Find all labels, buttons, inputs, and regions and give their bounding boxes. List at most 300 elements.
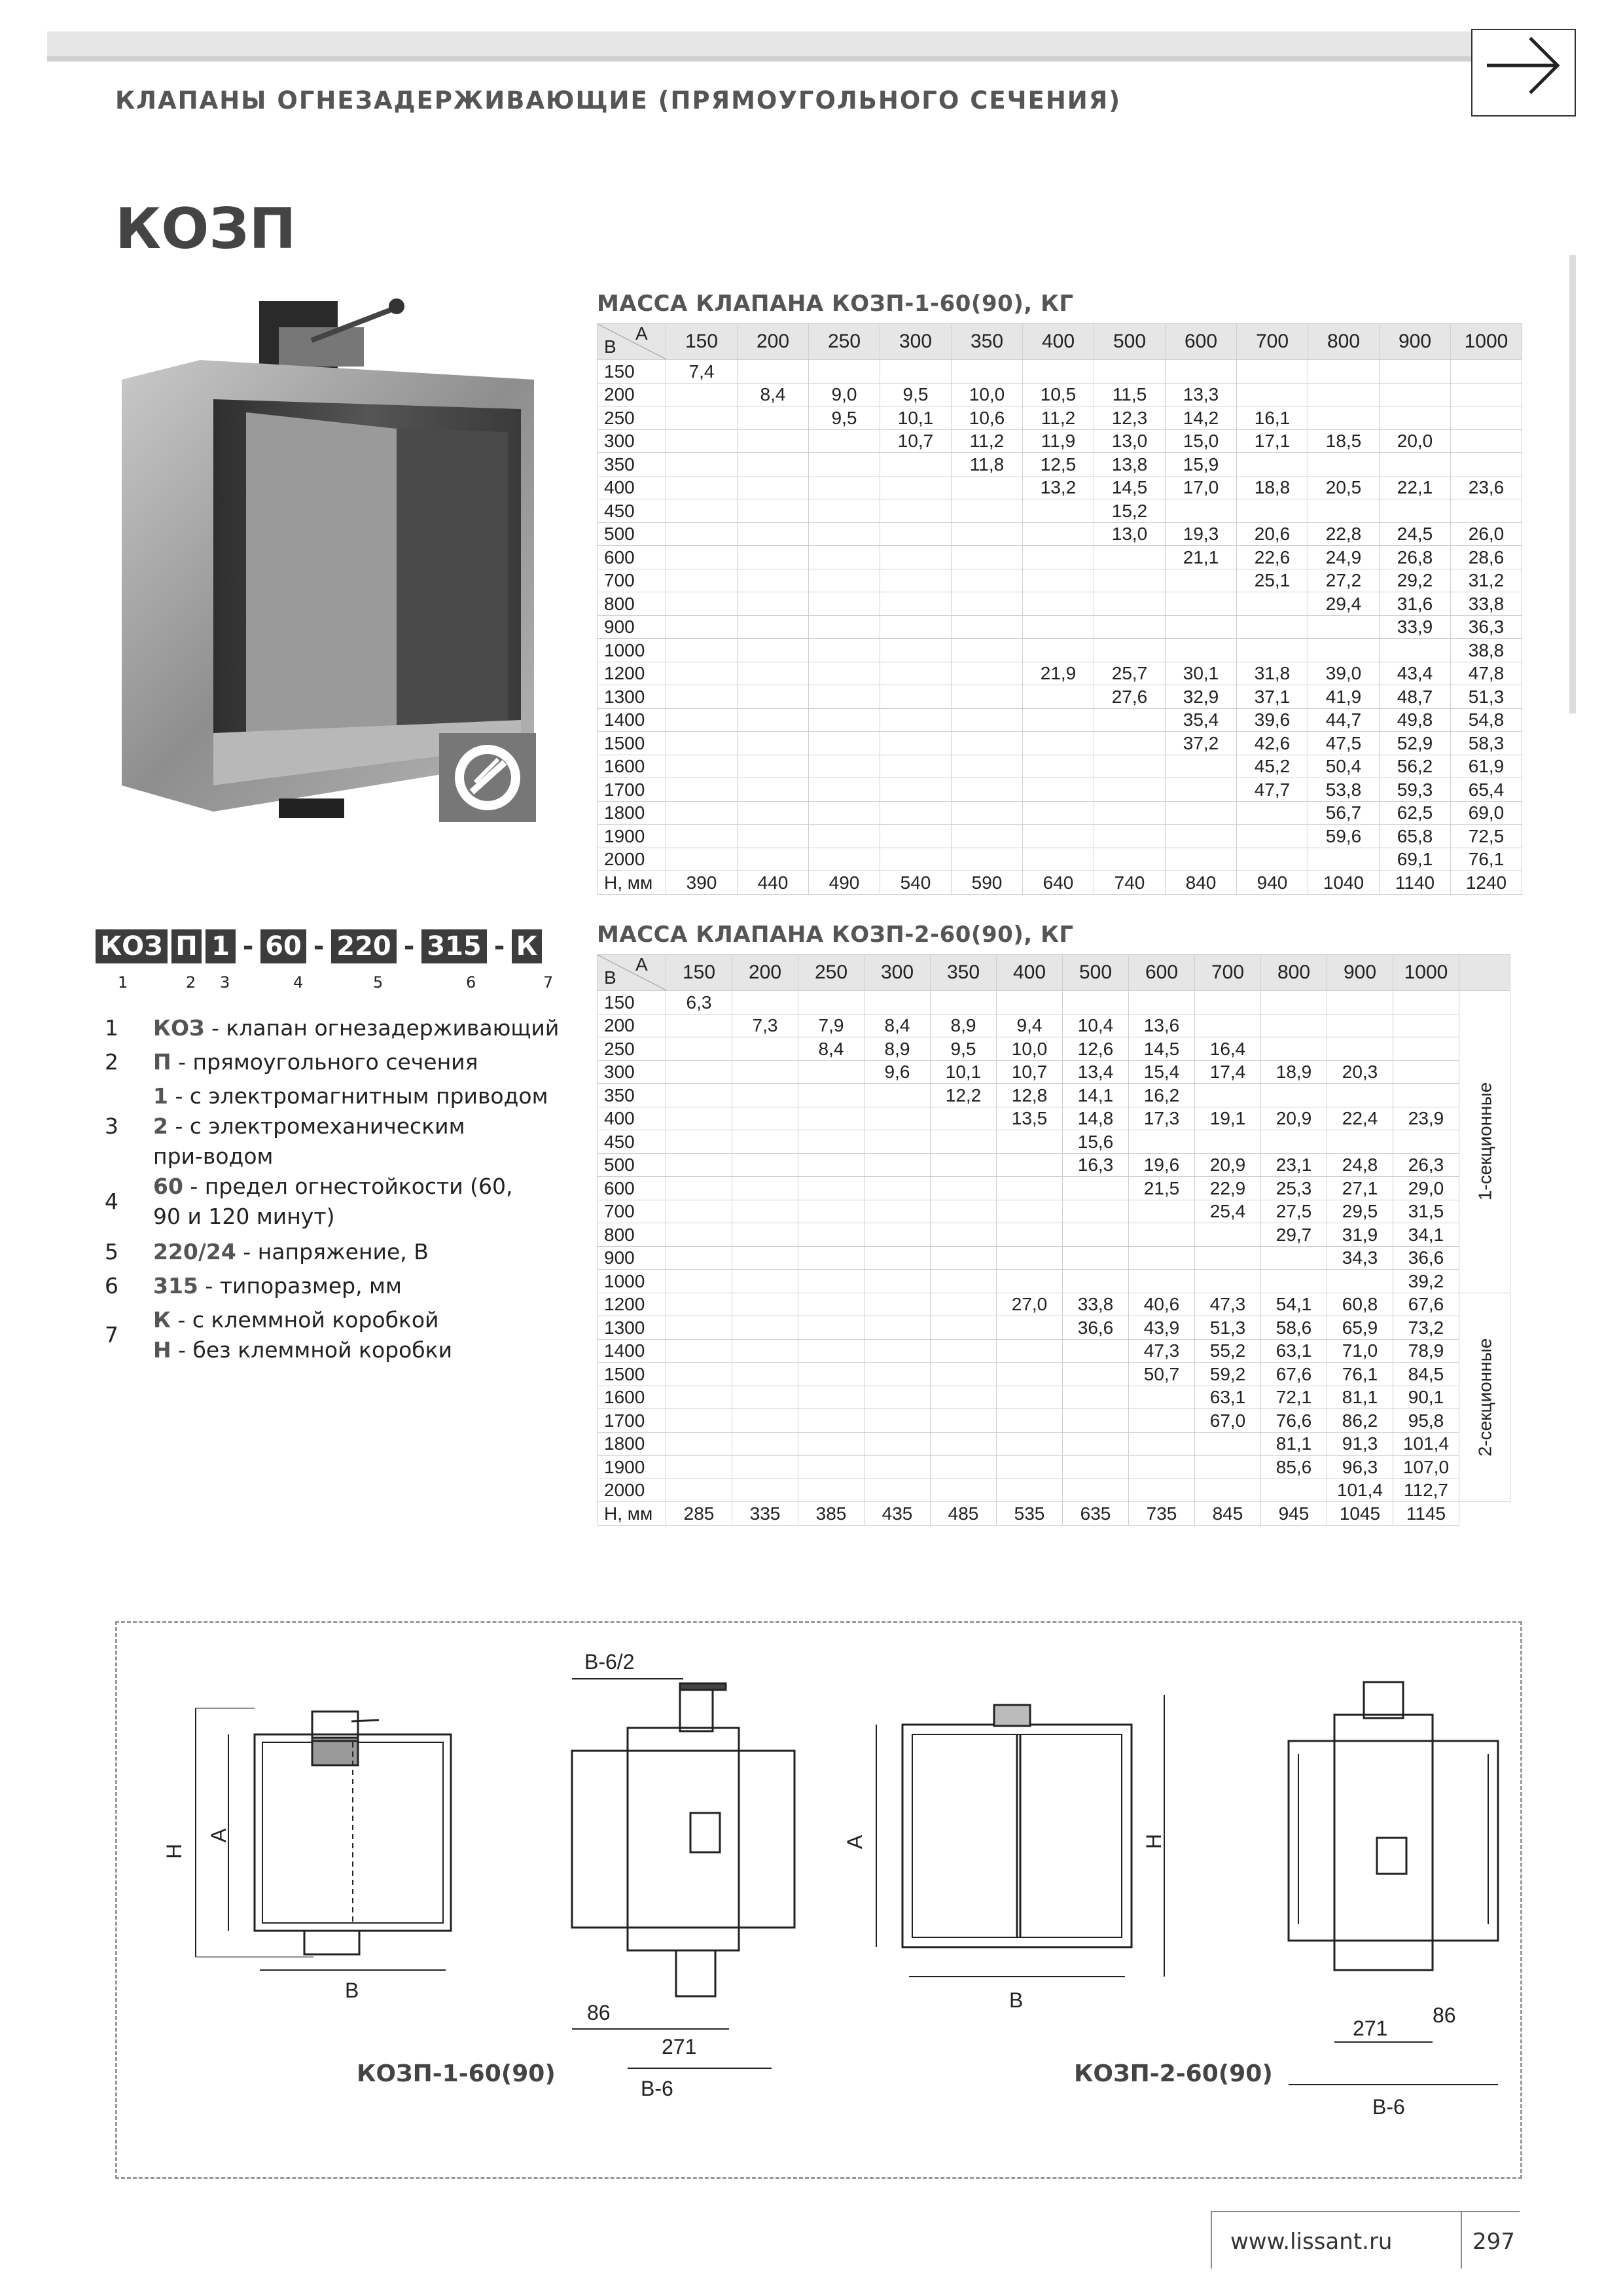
table-row (597, 1200, 1510, 1223)
table-cell: 12,5 (1023, 453, 1094, 476)
height-label: H, мм (597, 1502, 666, 1526)
table-cell (1063, 1223, 1129, 1247)
table-cell (931, 1339, 997, 1363)
table-cell (1094, 569, 1166, 592)
table-cell (865, 1130, 931, 1154)
code-dash: - (493, 931, 505, 961)
legend-key: 315 (153, 1273, 198, 1299)
column-header: 600 (1129, 955, 1195, 991)
table-cell (865, 1107, 931, 1130)
section-text: 2-секционные (1474, 1338, 1495, 1457)
table-row (597, 569, 1522, 592)
table-cell: 20,3 (1327, 1060, 1393, 1084)
table-cell (1129, 1479, 1195, 1502)
section-label-1 (1459, 991, 1510, 1293)
table-cell: 76,1 (1451, 848, 1522, 871)
row-header: 200 (597, 383, 666, 406)
table-cell: 29,2 (1380, 569, 1451, 592)
table-cell (1261, 1084, 1327, 1107)
table-cell: 20,5 (1308, 476, 1380, 499)
table-cell (1166, 801, 1237, 825)
table-cell (931, 1200, 997, 1223)
table-cell (1166, 639, 1237, 662)
table-cell (931, 1223, 997, 1247)
row-header: 1500 (597, 1363, 666, 1386)
table-cell (865, 1316, 931, 1340)
table-cell (666, 546, 738, 569)
dim-h-1: H (162, 1843, 186, 1859)
table-cell (931, 1432, 997, 1456)
code-number: 6 (466, 973, 476, 992)
row-header: 1500 (597, 732, 666, 755)
table-cell: 29,0 (1393, 1177, 1459, 1200)
table-cell: 35,4 (1166, 708, 1237, 732)
legend-text: - типоразмер, мм (198, 1273, 402, 1299)
table-cell (666, 1316, 732, 1340)
table-cell (997, 1316, 1063, 1340)
table-cell (1129, 1200, 1195, 1223)
height-cell: 485 (931, 1502, 997, 1526)
table-cell (798, 1456, 865, 1479)
table-cell (666, 1293, 732, 1316)
table-cell (1308, 360, 1380, 384)
column-header: 500 (1094, 324, 1166, 360)
table-cell (666, 1386, 732, 1409)
table-cell (1063, 1456, 1129, 1479)
height-cell: 940 (1237, 871, 1308, 895)
table-cell: 20,6 (1237, 522, 1308, 546)
table-cell (732, 1409, 798, 1433)
table-cell (666, 406, 738, 430)
table-cell: 13,5 (997, 1107, 1063, 1130)
code-number: 4 (293, 973, 304, 992)
table-cell (809, 662, 880, 685)
table-cell (809, 453, 880, 476)
column-header: 400 (1023, 324, 1094, 360)
table-cell: 65,4 (1451, 778, 1522, 802)
dim-b-2: B (1009, 1988, 1024, 2012)
table-cell (880, 615, 952, 639)
table-cell: 23,1 (1261, 1153, 1327, 1177)
table-cell (1094, 848, 1166, 871)
table-cell (1063, 1479, 1129, 1502)
table-cell (809, 476, 880, 499)
table-cell (1261, 1479, 1327, 1502)
website-link[interactable]: www.lissant.ru (1230, 2229, 1393, 2255)
table-cell: 44,7 (1308, 708, 1380, 732)
table-cell (738, 476, 809, 499)
drawing-label-2: КОЗП-2-60(90) (1074, 2060, 1273, 2087)
table-cell: 17,4 (1195, 1060, 1261, 1084)
table-cell (732, 1479, 798, 1502)
table-cell (1094, 825, 1166, 848)
table-cell: 76,1 (1327, 1363, 1393, 1386)
table-cell (666, 662, 738, 685)
table-cell (809, 429, 880, 453)
row-header: 1000 (597, 639, 666, 662)
table-cell (732, 1363, 798, 1386)
table-cell (732, 1037, 798, 1061)
mass-table-1 (597, 323, 1522, 895)
table-cell: 10,1 (931, 1060, 997, 1084)
table-cell (732, 1107, 798, 1130)
table-cell: 13,8 (1094, 453, 1166, 476)
table-cell: 16,1 (1237, 406, 1308, 430)
code-dash: - (403, 931, 415, 961)
table-cell (931, 1479, 997, 1502)
code-part-voltage: 220 (331, 929, 397, 963)
table-cell (798, 1107, 865, 1130)
table-row (597, 1223, 1510, 1247)
dim-271-1: 271 (662, 2035, 697, 2058)
table-cell (1166, 778, 1237, 802)
height-label: H, мм (597, 871, 666, 895)
drawing-label-1: КОЗП-1-60(90) (357, 2060, 556, 2087)
table-cell: 37,2 (1166, 732, 1237, 755)
table-cell (997, 1386, 1063, 1409)
table-cell (666, 1479, 732, 1502)
table-cell (1195, 1432, 1261, 1456)
table-cell: 36,3 (1451, 615, 1522, 639)
drawing-kozp2-side (1289, 1682, 1498, 2085)
row-header: 1400 (597, 1339, 666, 1363)
table-cell (1308, 406, 1380, 430)
table-cell (880, 825, 952, 848)
height-row (597, 871, 1522, 895)
table-cell (1023, 732, 1094, 755)
code-part-fire: 60 (260, 929, 306, 963)
dim-86-1: 86 (587, 2001, 611, 2024)
table-cell (865, 1223, 931, 1247)
table-cell: 8,9 (865, 1037, 931, 1061)
table-cell (952, 615, 1023, 639)
table-cell (1023, 801, 1094, 825)
table-row (597, 1316, 1510, 1340)
legend-item-7 (105, 1305, 563, 1368)
table-cell: 72,1 (1261, 1386, 1327, 1409)
height-cell: 735 (1129, 1502, 1195, 1526)
legend-item-3 (105, 1081, 563, 1173)
table-cell: 20,0 (1380, 429, 1451, 453)
legend-key: 1 (153, 1083, 168, 1109)
table-cell: 56,2 (1380, 755, 1451, 778)
table-cell (666, 1130, 732, 1154)
column-header: 700 (1237, 324, 1308, 360)
table-cell (997, 1270, 1063, 1293)
table-cell (1451, 453, 1522, 476)
table-cell: 11,2 (952, 429, 1023, 453)
table-cell (931, 1293, 997, 1316)
column-header: 700 (1195, 955, 1261, 991)
table-cell: 17,3 (1129, 1107, 1195, 1130)
table-cell (931, 991, 997, 1014)
table-cell: 12,8 (997, 1084, 1063, 1107)
table-cell (865, 1456, 931, 1479)
table-row (597, 1107, 1510, 1130)
table-cell (1166, 825, 1237, 848)
table-cell (809, 708, 880, 732)
table-cell: 24,8 (1327, 1153, 1393, 1177)
table-cell: 39,6 (1237, 708, 1308, 732)
column-header: 600 (1166, 324, 1237, 360)
column-header: 350 (952, 324, 1023, 360)
table-cell: 41,9 (1308, 685, 1380, 709)
table-cell: 47,7 (1237, 778, 1308, 802)
table-cell (1023, 360, 1094, 384)
product-title: КОЗП (115, 196, 296, 262)
table-cell (952, 662, 1023, 685)
table-cell (809, 615, 880, 639)
table-cell (1129, 1223, 1195, 1247)
table-cell: 13,0 (1094, 429, 1166, 453)
table-cell (732, 991, 798, 1014)
table-cell: 43,4 (1380, 662, 1451, 685)
table-row (597, 1177, 1510, 1200)
table-cell (865, 1363, 931, 1386)
table-cell (1023, 499, 1094, 523)
table-cell (666, 1107, 732, 1130)
table-cell (1129, 1432, 1195, 1456)
table-cell (666, 499, 738, 523)
table-cell (1129, 991, 1195, 1014)
table-cell (1063, 1409, 1129, 1433)
table-cell (666, 1246, 732, 1270)
table-cell (732, 1316, 798, 1340)
table-cell (1094, 360, 1166, 384)
table-cell (997, 1409, 1063, 1433)
height-cell: 435 (865, 1502, 931, 1526)
table-row (597, 383, 1522, 406)
table-cell: 33,9 (1380, 615, 1451, 639)
legend-text: - с электромеханическим при-водом (153, 1113, 465, 1169)
row-header: 600 (597, 1177, 666, 1200)
table-cell (952, 546, 1023, 569)
table-cell (865, 1293, 931, 1316)
table-cell (798, 1363, 865, 1386)
table-cell: 26,8 (1380, 546, 1451, 569)
table-cell (997, 991, 1063, 1014)
table-row (597, 1479, 1510, 1502)
table-cell (738, 592, 809, 616)
legend-text: - предел огнестойкости (60, 90 и 120 минут) (153, 1174, 513, 1229)
table-row (597, 453, 1522, 476)
table-cell (1380, 453, 1451, 476)
table-row (597, 1432, 1510, 1456)
table-cell (931, 1246, 997, 1270)
table-cell: 21,1 (1166, 546, 1237, 569)
table-cell (798, 1060, 865, 1084)
table-cell: 22,9 (1195, 1177, 1261, 1200)
table-cell: 37,1 (1237, 685, 1308, 709)
table-cell (798, 1200, 865, 1223)
table-cell (880, 476, 952, 499)
table-cell (1094, 592, 1166, 616)
table-cell (1308, 639, 1380, 662)
table-cell: 81,1 (1327, 1386, 1393, 1409)
table-row (597, 360, 1522, 384)
table-cell: 31,6 (1380, 592, 1451, 616)
row-header: 1600 (597, 755, 666, 778)
table-cell (1023, 639, 1094, 662)
table-cell (1195, 1084, 1261, 1107)
table-cell (738, 639, 809, 662)
table-row (597, 1409, 1510, 1433)
footer-divider (1211, 2211, 1520, 2212)
table-cell (1380, 383, 1451, 406)
height-cell: 1240 (1451, 871, 1522, 895)
legend-key: Н (153, 1337, 171, 1363)
table-cell (798, 1316, 865, 1340)
row-header: 900 (597, 1246, 666, 1270)
table-cell: 39,2 (1393, 1270, 1459, 1293)
table-cell (1237, 848, 1308, 871)
table-cell: 65,9 (1327, 1316, 1393, 1340)
table-cell (666, 708, 738, 732)
table-cell (1380, 360, 1451, 384)
dim-a-1: A (207, 1828, 230, 1842)
table-cell (738, 615, 809, 639)
table-cell (1237, 383, 1308, 406)
table-cell (732, 1153, 798, 1177)
table-cell (997, 1479, 1063, 1502)
table-cell: 25,3 (1261, 1177, 1327, 1200)
row-header: 1700 (597, 778, 666, 802)
height-cell: 590 (952, 871, 1023, 895)
table-cell (738, 801, 809, 825)
column-header: 800 (1308, 324, 1380, 360)
table-cell (880, 662, 952, 685)
table-cell: 15,2 (1094, 499, 1166, 523)
table-cell: 19,3 (1166, 522, 1237, 546)
table-cell (1063, 1386, 1129, 1409)
table-cell: 20,9 (1261, 1107, 1327, 1130)
table-cell (738, 429, 809, 453)
table-cell (1195, 1479, 1261, 1502)
table-cell: 9,5 (809, 406, 880, 430)
table-cell: 67,6 (1261, 1363, 1327, 1386)
table-cell (865, 1246, 931, 1270)
legend-text: - с электромагнитным приводом (168, 1083, 548, 1109)
table-cell (997, 1130, 1063, 1154)
table-cell: 10,4 (1063, 1014, 1129, 1037)
column-header: 1000 (1451, 324, 1522, 360)
table-row (597, 732, 1522, 755)
table-cell (880, 569, 952, 592)
table-cell (997, 1339, 1063, 1363)
row-header: 1200 (597, 662, 666, 685)
table-cell (666, 1014, 732, 1037)
table-cell (798, 1177, 865, 1200)
code-part-drive: 1 (205, 929, 236, 963)
table-cell (1237, 615, 1308, 639)
legend-text: - с клеммной коробкой (170, 1307, 439, 1333)
table-row (597, 1456, 1510, 1479)
row-header: 1800 (597, 1432, 666, 1456)
table-cell: 24,5 (1380, 522, 1451, 546)
table-cell (1166, 499, 1237, 523)
table-cell (880, 801, 952, 825)
column-header: 500 (1063, 955, 1129, 991)
table-row (597, 499, 1522, 523)
next-page-button[interactable] (1471, 29, 1576, 117)
table-cell: 34,1 (1393, 1223, 1459, 1247)
table-cell (1166, 615, 1237, 639)
table-cell (931, 1153, 997, 1177)
table-cell: 10,7 (880, 429, 952, 453)
table-cell (865, 1177, 931, 1200)
code-part-box: К (512, 929, 542, 963)
table-cell (666, 1084, 732, 1107)
table-cell: 25,4 (1195, 1200, 1261, 1223)
table-cell: 13,4 (1063, 1060, 1129, 1084)
table-cell: 36,6 (1063, 1316, 1129, 1340)
table-cell (1261, 991, 1327, 1014)
table-cell (1237, 499, 1308, 523)
table-cell: 27,5 (1261, 1200, 1327, 1223)
column-header: 150 (666, 324, 738, 360)
table-cell: 45,2 (1237, 755, 1308, 778)
column-header: 1000 (1393, 955, 1459, 991)
table-cell: 31,9 (1327, 1223, 1393, 1247)
table-cell: 11,8 (952, 453, 1023, 476)
scrollbar[interactable] (1569, 255, 1576, 713)
section-spacer (1459, 1502, 1510, 1526)
legend-item-6 (105, 1271, 563, 1301)
table-cell (1327, 991, 1393, 1014)
table-cell: 52,9 (1380, 732, 1451, 755)
height-cell: 390 (666, 871, 738, 895)
table-cell: 10,1 (880, 406, 952, 430)
table-row (597, 1270, 1510, 1293)
row-header: 800 (597, 1223, 666, 1247)
height-cell: 635 (1063, 1502, 1129, 1526)
table-cell (809, 499, 880, 523)
table-cell (1308, 499, 1380, 523)
row-header: 250 (597, 1037, 666, 1061)
table-cell (1094, 639, 1166, 662)
table-corner (597, 324, 666, 360)
table-cell (738, 825, 809, 848)
height-cell: 740 (1094, 871, 1166, 895)
row-header: 350 (597, 453, 666, 476)
table-row (597, 1084, 1510, 1107)
table-cell (666, 732, 738, 755)
table-cell (809, 569, 880, 592)
height-cell: 1045 (1327, 1502, 1393, 1526)
table-cell: 27,0 (997, 1293, 1063, 1316)
table-cell (997, 1153, 1063, 1177)
dim-b6-2: B-6/2 (584, 1650, 635, 1674)
table-row (597, 406, 1522, 430)
table-cell: 21,9 (1023, 662, 1094, 685)
table-cell (666, 476, 738, 499)
table-cell: 8,4 (798, 1037, 865, 1061)
table-cell: 27,1 (1327, 1177, 1393, 1200)
legend-text: - напряжение, В (236, 1239, 429, 1265)
table-cell (1129, 1246, 1195, 1270)
column-header: 300 (880, 324, 952, 360)
height-cell: 540 (880, 871, 952, 895)
table-cell (1261, 1014, 1327, 1037)
table-cell (1023, 755, 1094, 778)
table-cell: 71,0 (1327, 1339, 1393, 1363)
table-cell (1129, 1386, 1195, 1409)
table-row (597, 1246, 1510, 1270)
table-corner (597, 955, 666, 991)
section-header (1459, 955, 1510, 991)
table-row (597, 429, 1522, 453)
footer-divider (1211, 2211, 1212, 2269)
